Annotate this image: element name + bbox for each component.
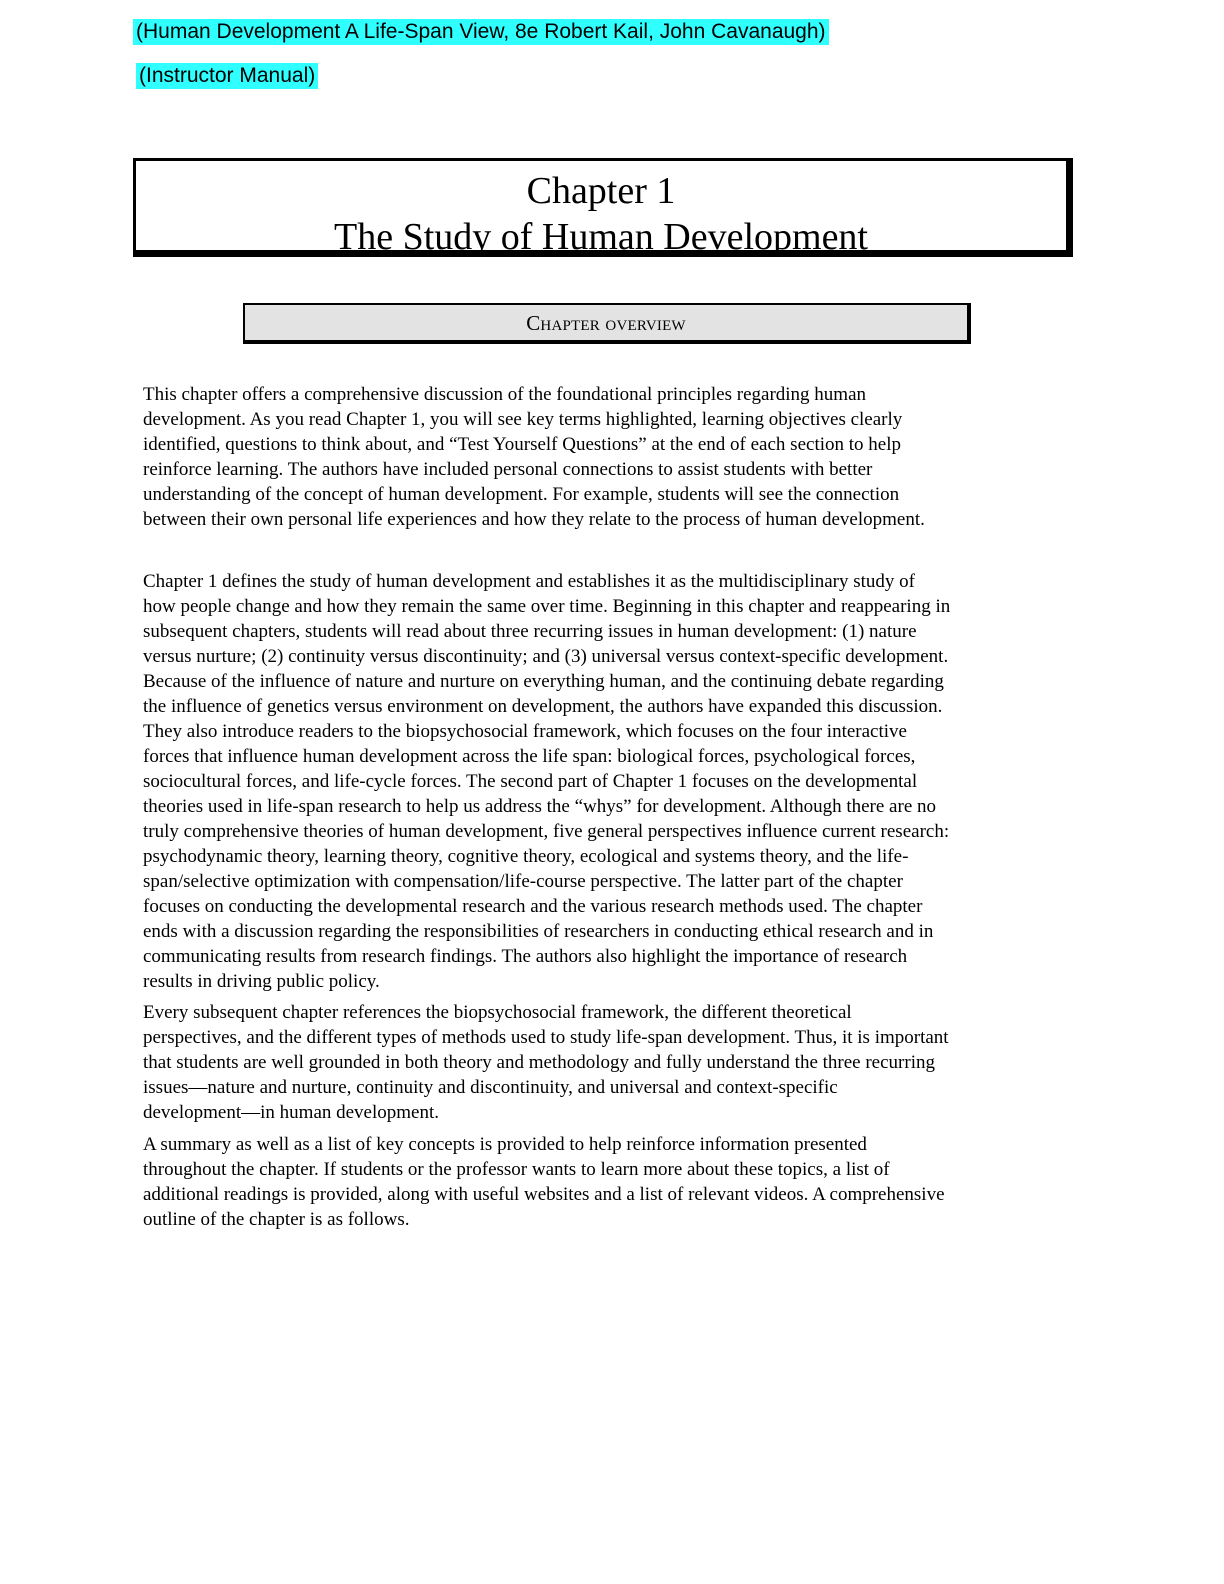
- paragraph-line: development—in human development.: [143, 1102, 440, 1123]
- paragraph-line: theories used in life-span research to help us address the “whys” for development. Although there are no: [143, 796, 936, 817]
- chapter-number: Chapter 1: [526, 170, 676, 212]
- chapter-title-box: [133, 158, 1073, 257]
- paragraph-line: results in driving public policy.: [143, 971, 380, 992]
- paragraph-line: subsequent chapters, students will read about three recurring issues in human development: (1) nature: [143, 621, 917, 642]
- paragraph-line: Chapter 1 defines the study of human development and establishes it as the multidisciplinary study of: [143, 571, 915, 592]
- paragraph-line: development. As you read Chapter 1, you will see key terms highlighted, learning objectives clearly: [143, 409, 903, 430]
- paragraph-line: communicating results from research findings. The authors also highlight the importance of research: [143, 946, 908, 967]
- paragraph-line: Every subsequent chapter references the biopsychosocial framework, the different theoretical: [143, 1002, 852, 1023]
- paragraph-line: that students are well grounded in both theory and methodology and fully understand the three recurring: [143, 1052, 935, 1073]
- paragraph-line: reinforce learning. The authors have included personal connections to assist students with better: [143, 459, 873, 480]
- chapter-overview-box: [243, 303, 971, 344]
- overview-paragraph-2: [143, 569, 1078, 994]
- paragraph-line: Because of the influence of nature and nurture on everything human, and the continuing debate regarding: [143, 671, 944, 692]
- paragraph-line: truly comprehensive theories of human development, five general perspectives influence current research:: [143, 821, 950, 842]
- instructor-manual-highlight: (Instructor Manual): [136, 63, 318, 89]
- paragraph-line: versus nurture; (2) continuity versus discontinuity; and (3) universal versus context-specific development.: [143, 646, 949, 667]
- paragraph-line: identified, questions to think about, and “Test Yourself Questions” at the end of each section to help: [143, 434, 901, 455]
- paragraph-line: psychodynamic theory, learning theory, cognitive theory, ecological and systems theory, and the life-: [143, 846, 909, 867]
- paragraph-line: forces that influence human development across the life span: biological forces, psychological forces,: [143, 746, 916, 767]
- paragraph-line: sociocultural forces, and life-cycle forces. The second part of Chapter 1 focuses on the developmental: [143, 771, 918, 792]
- paragraph-line: between their own personal life experiences and how they relate to the process of human development.: [143, 509, 925, 530]
- paragraph-line: throughout the chapter. If students or the professor wants to learn more about these topics, a list of: [143, 1159, 890, 1180]
- paragraph-line: how people change and how they remain the same over time. Beginning in this chapter and reappearing in: [143, 596, 951, 617]
- paragraph-line: This chapter offers a comprehensive discussion of the foundational principles regarding human: [143, 384, 867, 405]
- paragraph-line: span/selective optimization with compensation/life-course perspective. The latter part of the chapter: [143, 871, 903, 892]
- chapter-overview-heading: Chapter overview: [526, 311, 686, 335]
- paragraph-line: focuses on conducting the developmental research and the various research methods used. The chapter: [143, 896, 923, 917]
- book-citation-highlight: (Human Development A Life-Span View, 8e Robert Kail, John Cavanaugh): [133, 19, 829, 45]
- paragraph-line: outline of the chapter is as follows.: [143, 1209, 410, 1230]
- paragraph-line: perspectives, and the different types of methods used to study life-span development. Thus, it is important: [143, 1027, 949, 1048]
- overview-paragraph-1: [143, 382, 1078, 532]
- paragraph-line: additional readings is provided, along with useful websites and a list of relevant videos. A comprehensive: [143, 1184, 945, 1205]
- paragraph-line: issues—nature and nurture, continuity and discontinuity, and universal and context-specific: [143, 1077, 838, 1098]
- overview-paragraph-4: [143, 1132, 1078, 1232]
- paragraph-line: They also introduce readers to the biopsychosocial framework, which focuses on the four interactive: [143, 721, 907, 742]
- paragraph-line: the influence of genetics versus environment on development, the authors have expanded this discussion.: [143, 696, 943, 717]
- paragraph-line: understanding of the concept of human development. For example, students will see the connection: [143, 484, 900, 505]
- paragraph-line: A summary as well as a list of key concepts is provided to help reinforce information presented: [143, 1134, 867, 1155]
- chapter-title: The Study of Human Development: [333, 216, 868, 258]
- paragraph-line: ends with a discussion regarding the responsibilities of researchers in conducting ethical research and in: [143, 921, 934, 942]
- overview-paragraph-3: [143, 1000, 1078, 1125]
